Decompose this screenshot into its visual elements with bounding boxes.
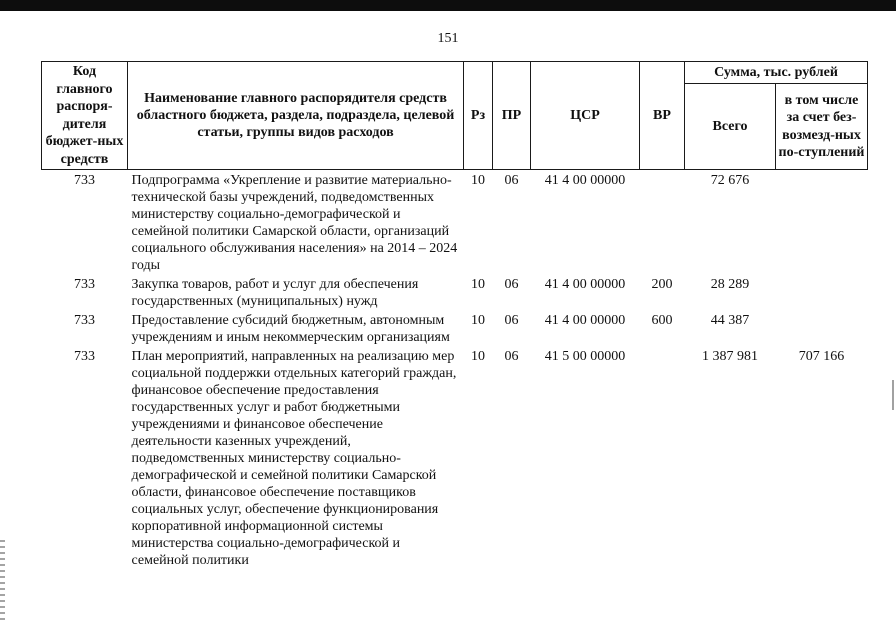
header-sum-group: Сумма, тыс. рублей bbox=[685, 62, 868, 84]
row-code: 733 bbox=[74, 173, 95, 188]
row-free bbox=[776, 310, 868, 346]
row-free bbox=[776, 274, 868, 310]
table-row bbox=[42, 274, 868, 310]
row-pr: 06 bbox=[504, 349, 519, 364]
row-csr: 41 4 00 00000 bbox=[544, 173, 626, 188]
header-csr: ЦСР bbox=[531, 62, 640, 170]
row-total: 28 289 bbox=[710, 277, 750, 292]
scan-edge-mark bbox=[892, 380, 894, 410]
row-pr: 06 bbox=[504, 277, 519, 292]
table-row bbox=[42, 170, 868, 275]
row-csr: 41 5 00 00000 bbox=[544, 349, 626, 364]
row-code: 733 bbox=[74, 313, 95, 328]
row-rz: 10 bbox=[471, 173, 485, 188]
header-code: Код главного распоря-дителя бюджет-ных средств bbox=[42, 62, 128, 170]
row-total: 44 387 bbox=[710, 313, 750, 328]
row-name: План мероприятий, направленных на реализацию мер социальной поддержки отдельных категорий граждан, финансовое обеспечение предоставления государственных услуг и работ бюджетными учреждениями и финансовое обеспечение деятельности казенных учреждений, подведомственных министерству социально-демографической и семейной политики Самарской области, финансовое обеспечение поставщиков социальных услуг, обеспечение функционирования корпоративной информационной системы министерства социально-демографической и семейной политики bbox=[131, 349, 457, 568]
table-body bbox=[42, 170, 868, 570]
row-name: Закупка товаров, работ и услуг для обеспечения государственных (муниципальных) нужд bbox=[131, 277, 419, 309]
table-header bbox=[42, 62, 868, 170]
row-free: 707 166 bbox=[798, 349, 845, 364]
header-total: Всего bbox=[685, 84, 776, 170]
row-name: Предоставление субсидий бюджетным, автономным учреждениям и иным некоммерческим организациям bbox=[131, 313, 450, 345]
row-total: 72 676 bbox=[710, 173, 750, 188]
row-code: 733 bbox=[74, 277, 95, 292]
row-code: 733 bbox=[74, 349, 95, 364]
table-row bbox=[42, 310, 868, 346]
row-rz: 10 bbox=[471, 277, 485, 292]
row-total: 1 387 981 bbox=[702, 349, 758, 364]
row-vr bbox=[640, 346, 685, 569]
row-csr: 41 4 00 00000 bbox=[544, 277, 626, 292]
row-rz: 10 bbox=[471, 349, 485, 364]
page-number: 151 bbox=[437, 31, 459, 46]
row-pr: 06 bbox=[504, 173, 519, 188]
header-rz: Рз bbox=[464, 62, 493, 170]
row-pr: 06 bbox=[504, 313, 519, 328]
header-name: Наименование главного распорядителя средств областного бюджета, раздела, подраздела, целевой статьи, группы видов расходов bbox=[128, 62, 464, 170]
row-vr: 600 bbox=[651, 313, 673, 328]
row-vr: 200 bbox=[651, 277, 673, 292]
row-rz: 10 bbox=[471, 313, 485, 328]
scan-edge-noise bbox=[0, 540, 5, 620]
budget-expenditure-table bbox=[41, 61, 868, 569]
table-row bbox=[42, 346, 868, 569]
header-free: в том числе за счет без-возмезд-ных по-ступлений bbox=[776, 84, 868, 170]
header-pr: ПР bbox=[493, 62, 531, 170]
row-vr bbox=[640, 170, 685, 275]
scan-top-band bbox=[0, 0, 896, 11]
header-vr: ВР bbox=[640, 62, 685, 170]
row-free bbox=[776, 170, 868, 275]
row-name: Подпрограмма «Укрепление и развитие материально-технической базы учреждений, подведомственных министерству социально-демографической и семейной политики Самарской области, организаций социального обслуживания населения» на 2014 – 2024 годы bbox=[131, 173, 458, 273]
row-csr: 41 4 00 00000 bbox=[544, 313, 626, 328]
